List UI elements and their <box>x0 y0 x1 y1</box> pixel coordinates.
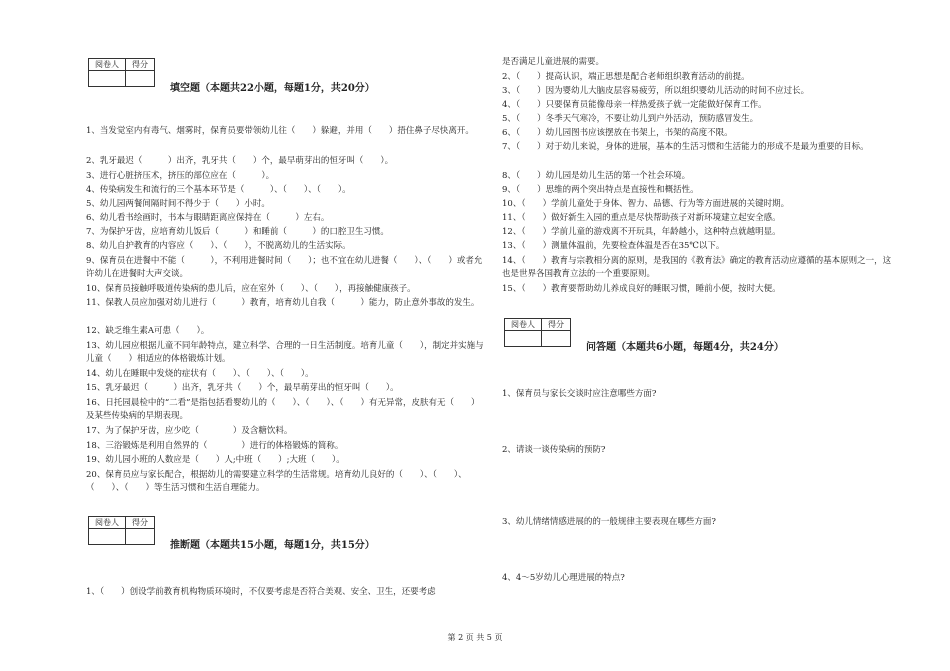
qa-question-1 <box>502 388 892 401</box>
judge-question-12 <box>502 240 892 253</box>
question-text: 20、保育员应与家长配合，根据幼儿的需要建立科学的生活常规。培育幼儿良好的（ ）、（ ）、（ ）、（ ）等生活习惯和生活自理能力。 <box>86 470 467 493</box>
question-text: 6、（ ）幼儿园图书应该摆放在书架上，书架的高度不限。 <box>502 128 733 138</box>
question-text: 12、缺乏维生素A可患（ ）。 <box>86 326 210 336</box>
fill-question-11 <box>86 297 486 310</box>
fill-question-7 <box>86 226 486 239</box>
score-label: 得分 <box>542 319 571 331</box>
fill-question-19 <box>86 454 486 467</box>
reviewer-label: 阅卷人 <box>89 517 126 529</box>
fill-question-12 <box>86 325 486 338</box>
judge-question-11 <box>502 226 892 239</box>
fill-question-17 <box>86 425 486 438</box>
question-text: 4、4～5岁幼儿心理进展的特点? <box>502 573 625 583</box>
question-text: 7、为保护牙齿，应培育幼儿饭后（ ）和睡前（ ）的口腔卫生习惯。 <box>86 227 389 237</box>
question-text: 2、（ ）提高认识，端正思想是配合老师组织教育活动的前提。 <box>502 72 750 82</box>
question-text: 3、幼儿情绪情感进展的的一般规律主要表现在哪些方面? <box>502 517 716 527</box>
judge-question-5 <box>502 127 892 140</box>
question-text: 1、保育员与家长交谈时应注意哪些方面? <box>502 389 657 399</box>
judge-question-6 <box>502 141 892 154</box>
reviewer-cell[interactable] <box>89 529 126 545</box>
fill-question-18 <box>86 440 486 453</box>
judge-question-10 <box>502 212 892 225</box>
reviewer-cell[interactable] <box>89 71 126 87</box>
fill-question-14 <box>86 368 486 381</box>
score-table-qa <box>504 318 571 347</box>
question-text: 10、（ ）学前儿童处于身体、智力、品德、行为等方面进展的关键时期。 <box>502 199 790 209</box>
question-text: 2、请谈一谈传染病的预防? <box>502 445 606 455</box>
question-text: 8、幼儿自护教育的内容应（ ）、（ ），不脱离幼儿的生活实际。 <box>86 241 351 251</box>
question-text: 5、（ ）冬季天气寒冷，不要让幼儿到户外活动，预防感冒发生。 <box>502 114 759 124</box>
qa-question-3 <box>502 516 892 529</box>
question-text: 1、（ ）创设学前教育机构物质环境时，不仅要考虑是否符合美观、安全、卫生，还要考虑 <box>86 587 436 597</box>
fill-question-9 <box>86 255 486 280</box>
judge-question-4 <box>502 113 892 126</box>
question-text: 11、保教人员应加强对幼儿进行（ ）教育，培育幼儿自我（ ）能力，防止意外事故的发生。 <box>86 298 480 308</box>
fill-question-5 <box>86 198 486 211</box>
question-text: 15、（ ）教育要帮助幼儿养成良好的睡眠习惯，睡前小便，按时大便。 <box>502 284 781 294</box>
section-title-fill: 填空题（本题共22小题，每题1分，共20分） <box>170 83 375 94</box>
judge-question-1 <box>502 71 892 84</box>
question-text: 8、（ ）幼儿园是幼儿生活的第一个社会环境。 <box>502 171 691 181</box>
question-text: 9、保育员在进餐中不能（ ），不利用进餐时间（ ）；也不宜在幼儿进餐（ ）、（ ）或者允许幼儿在进餐时大声交谈。 <box>86 256 483 279</box>
qa-question-2 <box>502 444 892 457</box>
question-text: 15、乳牙最迟（ ）出齐，乳牙共（ ）个，最早萌芽出的恒牙叫（ ）。 <box>86 383 399 393</box>
judge-question-13 <box>502 255 892 280</box>
score-cell[interactable] <box>542 331 571 347</box>
section-title-judge: 推断题（本题共15小题，每题1分，共15分） <box>170 540 375 551</box>
question-text: 12、（ ）学前儿童的游戏离不开玩具，年龄越小，这种特点就越明显。 <box>502 227 781 237</box>
fill-question-16 <box>86 397 486 422</box>
fill-question-15 <box>86 382 486 395</box>
judge-question-14 <box>502 283 892 296</box>
judge-question-7 <box>502 170 892 183</box>
fill-question-10 <box>86 283 486 296</box>
judge-question-3 <box>502 99 892 112</box>
question-text: 11、（ ）做好新生入园的重点是尽快帮助孩子对新环境建立起安全感。 <box>502 213 781 223</box>
qa-question-4 <box>502 572 892 585</box>
score-label: 得分 <box>126 517 155 529</box>
score-table-fill <box>88 58 155 87</box>
fill-question-3 <box>86 170 486 183</box>
score-label: 得分 <box>126 59 155 71</box>
fill-question-20 <box>86 469 486 494</box>
reviewer-cell[interactable] <box>505 331 542 347</box>
question-text: 4、（ ）只要保育员能像母亲一样热爱孩子就一定能做好保育工作。 <box>502 100 767 110</box>
fill-question-2 <box>86 155 486 168</box>
question-text: 14、幼儿在睡眠中发烧的症状有（ ）、（ ）、（ ）。 <box>86 369 314 379</box>
fill-question-4 <box>86 184 486 197</box>
question-text: 16、日托园晨检中的“二看”是指包括看婴幼儿的（ ）、（ ）、（ ）有无异常，皮肤有无（ ）及某些传染病的早期表现。 <box>86 398 480 421</box>
question-text: 19、幼儿园小班的人数应是（ ）人;中班（ ）;大班（ ）。 <box>86 455 345 465</box>
question-text: 3、（ ）因为婴幼儿大脑皮层容易疲劳，所以组织婴幼儿活动的时间不应过长。 <box>502 86 810 96</box>
question-text: 2、乳牙最迟（ ）出齐，乳牙共（ ）个，最早萌芽出的恒牙叫（ ）。 <box>86 156 394 166</box>
score-table-judge <box>88 516 155 545</box>
question-text: 7、（ ）对于幼儿来说，身体的进展，基本的生活习惯和生活能力的形成不是最为重要的目标。 <box>502 142 869 152</box>
fill-question-8 <box>86 240 486 253</box>
question-text: 10、保育员接触呼吸道传染病的患儿后，应在室外（ ）、（ ），再接触健康孩子。 <box>86 284 416 294</box>
fill-question-13 <box>86 340 486 365</box>
question-text: 1、当发觉室内有毒气、烟雾时，保育员要带领幼儿往（ ）躲避，并用（ ）捂住鼻子尽快离开。 <box>86 126 474 136</box>
question-text: 13、（ ）测量体温前，先要检查体温是否在35℃以下。 <box>502 241 725 251</box>
fill-question-6 <box>86 212 486 225</box>
question-text: 6、幼儿看书绘画时，书本与眼睛距离应保持在（ ）左右。 <box>86 213 330 223</box>
question-text: 17、为了保护牙齿，应少吃（ ）及含糖饮料。 <box>86 426 293 436</box>
score-cell[interactable] <box>126 71 155 87</box>
question-text: 9、（ ）思维的两个突出特点是直接性和概括性。 <box>502 185 699 195</box>
judge-question-1-continued <box>502 56 892 69</box>
question-text: 5、幼儿园两餐间隔时间不得少于（ ）小时。 <box>86 199 270 209</box>
question-text: 18、三浴锻炼是利用自然界的（ ）进行的体格锻炼的简称。 <box>86 441 344 451</box>
reviewer-label: 阅卷人 <box>89 59 126 71</box>
question-text: 14、（ ）教育与宗教相分离的原则，是我国的《教育法》确定的教育活动应遵循的基本原则之一，这也是世界各国教育立法的一个重要原则。 <box>502 256 892 279</box>
score-cell[interactable] <box>126 529 155 545</box>
judge-question-1 <box>86 586 486 599</box>
judge-question-8 <box>502 184 892 197</box>
judge-question-2 <box>502 85 892 98</box>
page-footer: 第 2 页 共 5 页 <box>447 633 503 642</box>
question-text: 4、传染病发生和流行的三个基本环节是（ ）、（ ）、（ ）。 <box>86 185 351 195</box>
question-text: 是否满足儿童进展的需要。 <box>502 57 605 67</box>
question-text: 3、进行心脏挤压术，挤压的部位应在（ ）。 <box>86 171 275 181</box>
fill-question-1 <box>86 125 486 138</box>
section-title-qa: 问答题（本题共6小题，每题4分，共24分） <box>586 342 784 353</box>
question-text: 13、幼儿园应根据儿童不同年龄特点，建立科学、合理的一日生活制度。培育儿童（ ），制定并实施与儿童（ ）相适应的体格锻炼计划。 <box>86 341 484 364</box>
reviewer-label: 阅卷人 <box>505 319 542 331</box>
judge-question-9 <box>502 198 892 211</box>
